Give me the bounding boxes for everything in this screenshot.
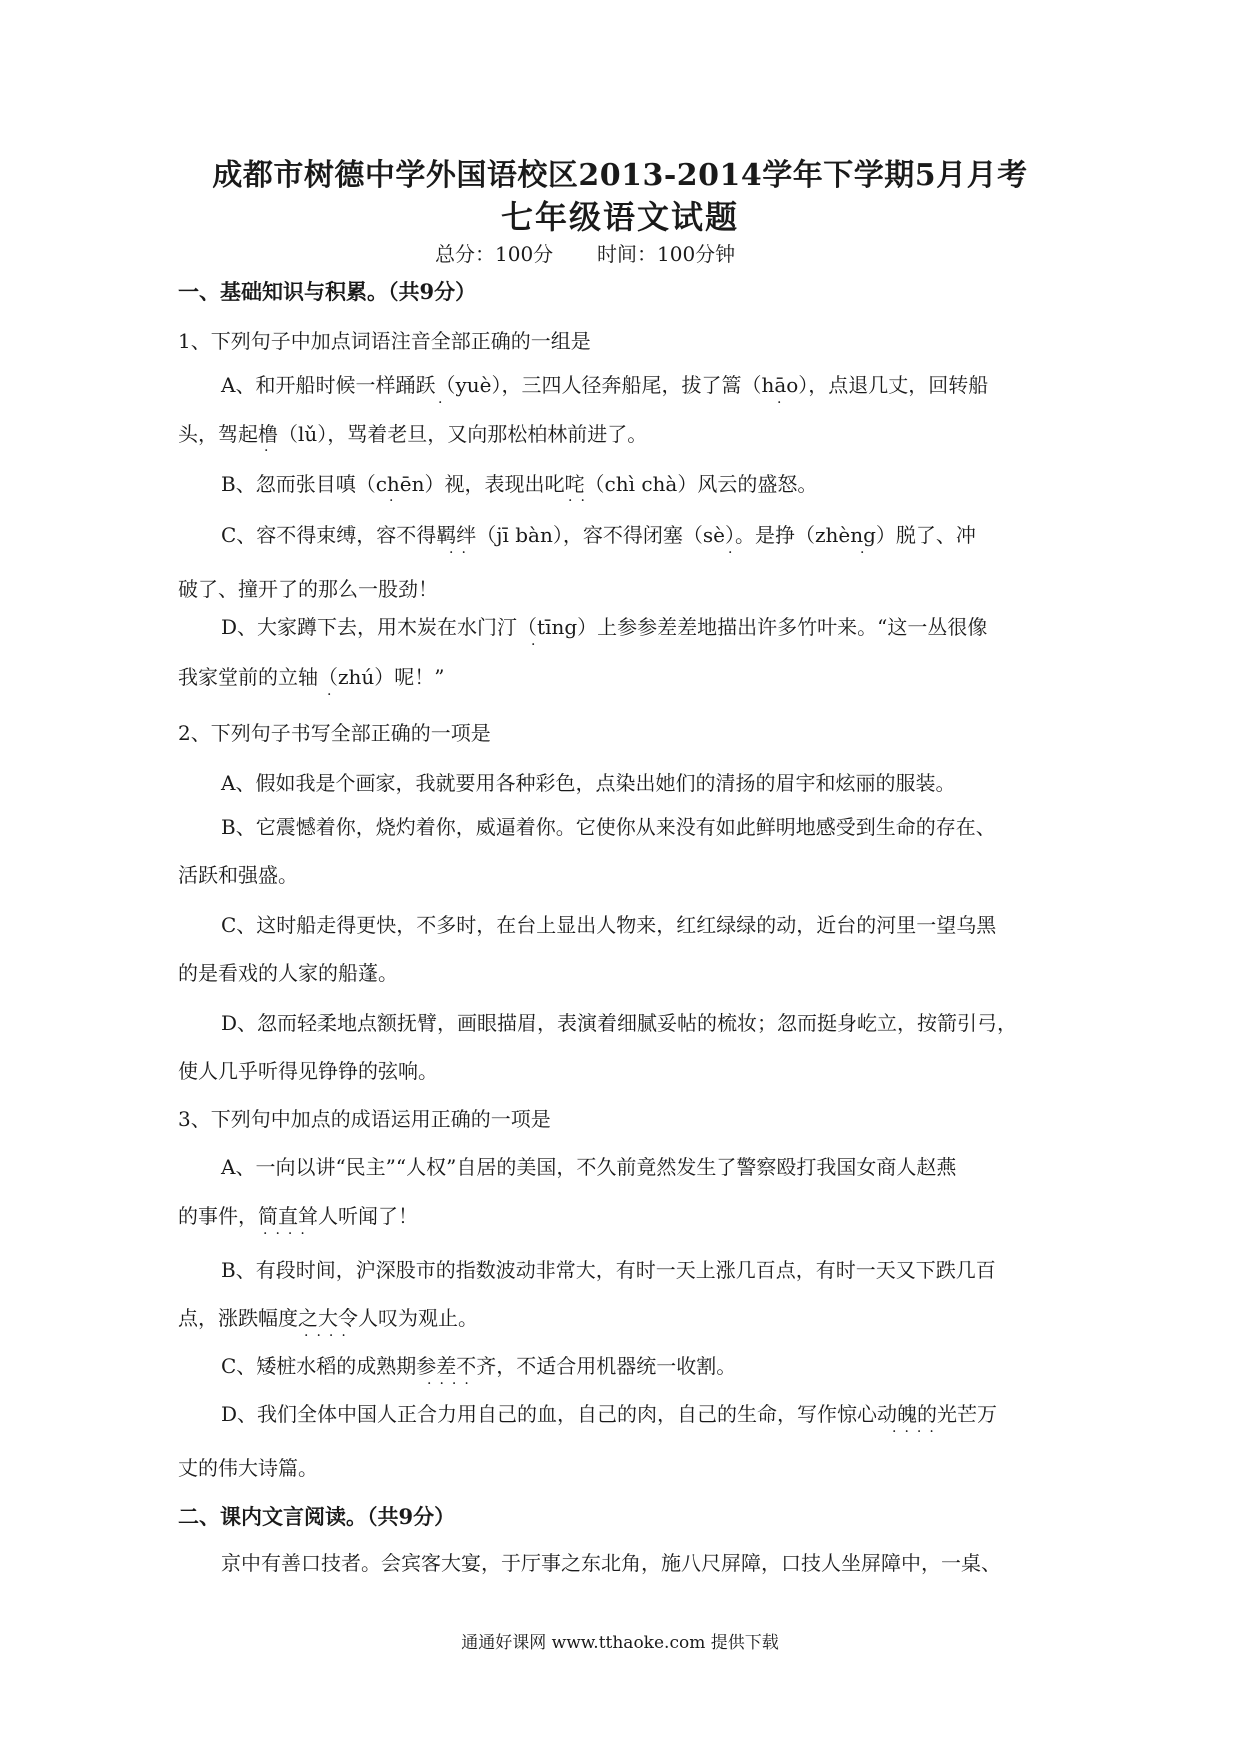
emphasis-dot-mark: ·· bbox=[449, 545, 474, 561]
q2-stem: 2、下列句子书写全部正确的一项是 bbox=[178, 721, 491, 745]
q2-option-b-line2: 活跃和强盛。 bbox=[178, 863, 298, 887]
exam-title-subject: 七年级语文试题 bbox=[500, 198, 739, 236]
section2-heading: 二、课内文言阅读。（共9分） bbox=[178, 1504, 456, 1529]
emphasis-dot-mark: ···· bbox=[304, 1328, 354, 1344]
q3-option-d-line1: D、我们全体中国人正合力用自己的血，自己的肉，自己的生命，写作惊心动魄的光芒万 bbox=[221, 1402, 998, 1426]
q3-stem: 3、下列句中加点的成语运用正确的一项是 bbox=[178, 1107, 551, 1131]
section1-heading: 一、基础知识与积累。（共9分） bbox=[178, 279, 477, 304]
emphasis-dot-mark: · bbox=[327, 687, 340, 703]
emphasis-dot-mark: · bbox=[389, 493, 402, 509]
emphasis-dot-mark: · bbox=[777, 395, 790, 411]
q3-option-d-line2: 丈的伟大诗篇。 bbox=[178, 1456, 318, 1480]
time-limit: 时间：100分钟 bbox=[597, 242, 736, 266]
exam-title-school: 成都市树德中学外国语校区2013-2014学年下学期5月月考 bbox=[212, 158, 1028, 193]
q1-option-a-line2: 头，驾起橹（lǔ），骂着老旦，又向那松柏林前进了。 bbox=[178, 422, 648, 446]
q2-option-c-line1: C、这时船走得更快，不多时，在台上显出人物来，红红绿绿的动，近台的河里一望乌黑 bbox=[221, 913, 997, 937]
q2-option-b-line1: B、它震憾着你，烧灼着你，威逼着你。它使你从来没有如此鲜明地感受到生命的存在、 bbox=[221, 815, 996, 839]
section2-paragraph-line1: 京中有善口技者。会宾客大宴，于厅事之东北角，施八尺屏障，口技人坐屏障中，一桌、 bbox=[221, 1551, 1001, 1575]
emphasis-dot-mark: ···· bbox=[427, 1376, 477, 1392]
q1-option-d-line1: D、大家蹲下去，用木炭在水门汀（tīng）上参参差差地描出许多竹叶来。“这一丛很像 bbox=[221, 615, 988, 639]
q2-option-d-line1: D、忽而轻柔地点额抚臂，画眼描眉，表演着细腻妥帖的梳妆；忽而挺身屹立，按箭引弓， bbox=[221, 1011, 1018, 1035]
emphasis-dot-mark: · bbox=[531, 637, 544, 653]
emphasis-dot-mark: ···· bbox=[892, 1424, 942, 1440]
emphasis-dot-mark: · bbox=[728, 545, 741, 561]
q3-option-b-line1: B、有段时间，沪深股市的指数波动非常大，有时一天上涨几百点，有时一天又下跌几百 bbox=[221, 1258, 996, 1282]
emphasis-dot-mark: · bbox=[860, 545, 873, 561]
page-footer: 通通好课网 www.tthaoke.com 提供下载 bbox=[461, 1633, 779, 1653]
emphasis-dot-mark: ·· bbox=[568, 493, 593, 509]
q3-option-c-line1: C、矮桩水稻的成熟期参差不齐，不适合用机器统一收割。 bbox=[221, 1354, 737, 1378]
q1-option-a-line1: A、和开船时候一样踊跃（yuè），三四人径奔船尾，拔了篙（hāo），点退几丈，回转船 bbox=[221, 373, 989, 397]
q3-option-b-line2: 点，涨跌幅度之大令人叹为观止。 bbox=[178, 1306, 478, 1330]
q3-option-a-line1: A、一向以讲“民主”“人权”自居的美国，不久前竟然发生了警察殴打我国女商人赵燕 bbox=[221, 1155, 957, 1179]
q2-option-a-line1: A、假如我是个画家，我就要用各种彩色，点染出她们的清扬的眉宇和炫丽的服装。 bbox=[221, 771, 956, 795]
emphasis-dot-mark: · bbox=[438, 395, 451, 411]
q2-option-c-line2: 的是看戏的人家的船蓬。 bbox=[178, 961, 398, 985]
q3-option-a-line2: 的事件，简直耸人听闻了！ bbox=[178, 1204, 418, 1228]
q1-option-c-line2: 破了、撞开了的那么一股劲！ bbox=[178, 577, 438, 601]
q2-option-d-line2: 使人几乎听得见铮铮的弦响。 bbox=[178, 1059, 438, 1083]
total-score: 总分：100分 bbox=[435, 242, 554, 266]
q1-option-b-line1: B、忽而张目嗔（chēn）视，表现出叱咤（chì chà）风云的盛怒。 bbox=[221, 472, 818, 496]
q1-option-d-line2: 我家堂前的立轴（zhú）呢！” bbox=[178, 665, 445, 689]
q1-stem: 1、下列句子中加点词语注音全部正确的一组是 bbox=[178, 329, 591, 353]
emphasis-dot-mark: · bbox=[264, 443, 277, 459]
q1-option-c-line1: C、容不得束缚，容不得羁绊（jī bàn），容不得闭塞（sè）。是挣（zhèng）脱了、冲 bbox=[221, 523, 976, 547]
emphasis-dot-mark: ···· bbox=[263, 1226, 313, 1242]
